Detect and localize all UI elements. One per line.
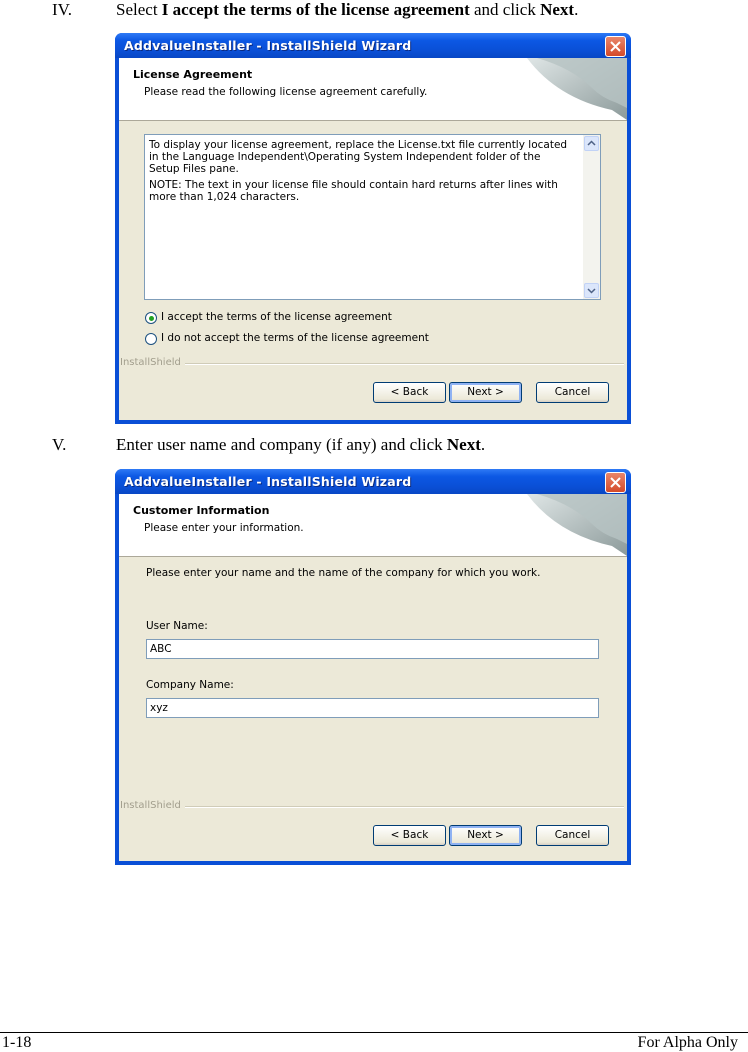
company-name-input[interactable]: xyz bbox=[146, 698, 599, 718]
footer-note: For Alpha Only bbox=[637, 1034, 738, 1051]
header-subtitle: Please enter your information. bbox=[144, 522, 304, 534]
accept-radio-label[interactable]: I accept the terms of the license agreement bbox=[161, 311, 392, 323]
cancel-button[interactable]: Cancel bbox=[536, 825, 609, 846]
next-button[interactable]: Next > bbox=[449, 825, 522, 846]
accept-radio[interactable] bbox=[145, 312, 157, 324]
customer-info-dialog-window bbox=[115, 469, 631, 865]
vertical-scrollbar[interactable] bbox=[583, 135, 600, 299]
header-title: Customer Information bbox=[133, 504, 270, 517]
company-name-label: Company Name: bbox=[146, 679, 234, 691]
back-button[interactable]: < Back bbox=[373, 825, 446, 846]
installshield-brand-label: InstallShield bbox=[120, 357, 181, 368]
license-dialog-window bbox=[115, 33, 631, 424]
title-bar[interactable] bbox=[115, 33, 631, 58]
license-paragraph-2: NOTE: The text in your license file should contain hard returns after lines with more than 1,024 characters. bbox=[149, 179, 558, 203]
wizard-header bbox=[119, 494, 627, 557]
decline-radio[interactable] bbox=[145, 333, 157, 345]
license-text-box[interactable] bbox=[144, 134, 601, 300]
brand-divider bbox=[185, 363, 624, 365]
scroll-up-button[interactable] bbox=[584, 136, 599, 151]
header-subtitle: Please read the following license agreement carefully. bbox=[144, 86, 428, 98]
header-title: License Agreement bbox=[133, 68, 253, 81]
chevron-up-icon bbox=[585, 137, 598, 150]
step-instruction: Enter user name and company (if any) and click Next. bbox=[116, 435, 486, 454]
footer-divider bbox=[0, 1032, 748, 1033]
close-icon bbox=[610, 477, 621, 488]
user-name-label: User Name: bbox=[146, 620, 208, 632]
title-bar[interactable] bbox=[115, 469, 631, 494]
installshield-brand-label: InstallShield bbox=[120, 800, 181, 811]
close-button[interactable] bbox=[605, 472, 626, 493]
brand-divider bbox=[185, 806, 624, 808]
close-icon bbox=[610, 41, 621, 52]
step-number: IV. bbox=[52, 0, 72, 19]
customer-info-prompt: Please enter your name and the name of the company for which you work. bbox=[146, 567, 541, 579]
installshield-graphic-icon bbox=[517, 58, 627, 120]
back-button[interactable]: < Back bbox=[373, 382, 446, 403]
cancel-button[interactable]: Cancel bbox=[536, 382, 609, 403]
license-paragraph-1: To display your license agreement, replace the License.txt file currently located in the Language Independent\Operating System Independent folder of the Setup Files pane. bbox=[149, 139, 568, 175]
wizard-header bbox=[119, 58, 627, 121]
decline-radio-label[interactable]: I do not accept the terms of the license agreement bbox=[161, 332, 429, 344]
close-button[interactable] bbox=[605, 36, 626, 57]
next-button[interactable]: Next > bbox=[449, 382, 522, 403]
chevron-down-icon bbox=[585, 284, 598, 297]
user-name-input[interactable]: ABC bbox=[146, 639, 599, 659]
window-title: AddvalueInstaller - InstallShield Wizard bbox=[124, 474, 412, 489]
installshield-graphic-icon bbox=[517, 494, 627, 556]
window-title: AddvalueInstaller - InstallShield Wizard bbox=[124, 38, 412, 53]
page-number: 1-18 bbox=[2, 1034, 32, 1051]
scroll-down-button[interactable] bbox=[584, 283, 599, 298]
step-number: V. bbox=[52, 435, 67, 454]
step-instruction: Select I accept the terms of the license agreement and click Next. bbox=[116, 0, 579, 19]
